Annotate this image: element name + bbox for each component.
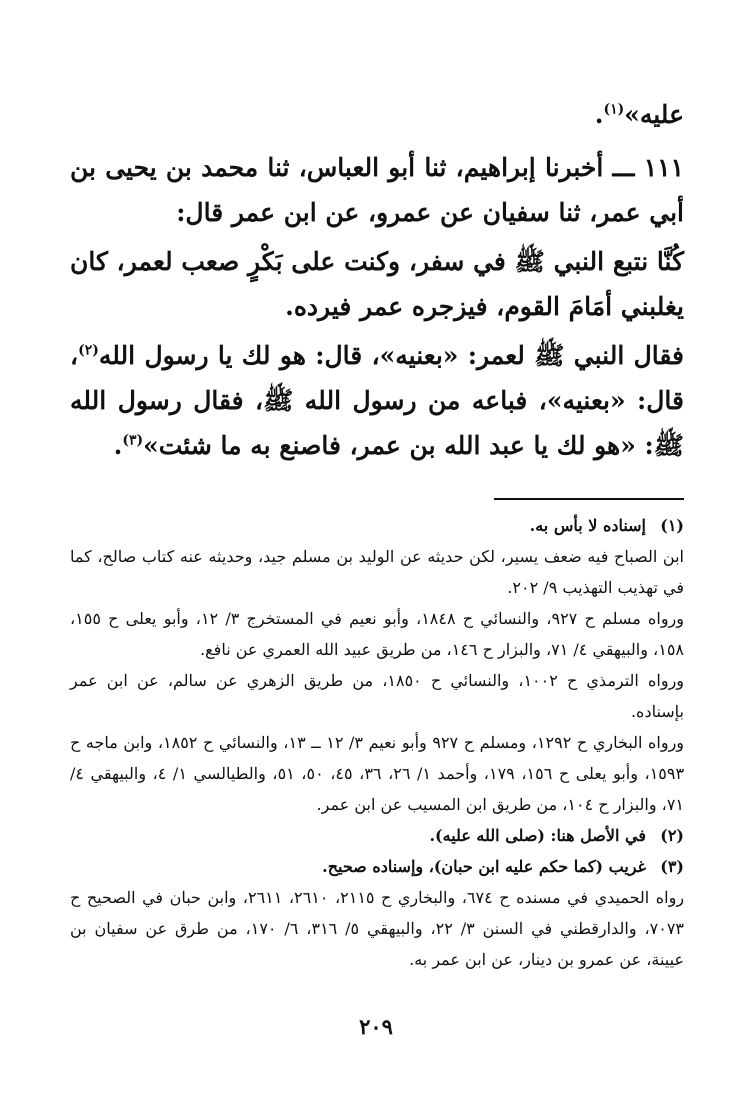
footnote-2 bbox=[70, 820, 684, 851]
continuation-text: عليه» bbox=[624, 100, 684, 129]
isnad-text: أخبرنا إبراهيم، ثنا أبو العباس، ثنا محمد بن يحيى بن أبي عمر، ثنا سفيان عن عمرو، عن ابن عمر قال: bbox=[70, 153, 684, 227]
footnote-1 bbox=[70, 510, 684, 541]
footnote-ref-1: (١) bbox=[603, 101, 625, 118]
footnote-paragraph: ورواه مسلم ح ٩٢٧، والنسائي ح ١٨٤٨، وأبو نعيم في المستخرج ٣/ ١٢، وأبو يعلى ح ١٥٥، ١٥٨، والبيهقي ٤/ ٧١، والبزار ح ١٤٦، من طريق عبيد الله العمري عن نافع. bbox=[70, 609, 684, 659]
footnote-ref-2: (٢) bbox=[78, 342, 99, 359]
period: . bbox=[594, 100, 604, 129]
hadith-chain-paragraph bbox=[70, 145, 684, 235]
footnote-number: (١) bbox=[660, 516, 684, 535]
period: . bbox=[113, 431, 123, 460]
page-number: ٢٠٩ bbox=[359, 1014, 393, 1039]
footnote-lead: في الأصل هنا: (صلى الله عليه). bbox=[429, 826, 646, 845]
footnote-1-details bbox=[70, 541, 684, 820]
continuation-line bbox=[70, 92, 684, 137]
footnote-separator bbox=[494, 498, 684, 500]
dialog-text-a: فقال النبي ﷺ لعمر: «بعنيه»، قال: هو لك يا رسول الله bbox=[98, 341, 684, 370]
hadith-number: ١١١ bbox=[643, 153, 684, 182]
footnote-paragraph: ورواه الترمذي ح ١٠٠٢، والنسائي ح ١٨٥٠، من طريق الزهري عن سالم، عن ابن عمر بإسناده. bbox=[70, 671, 685, 721]
footnote-paragraph: ابن الصباح فيه ضعف يسير، لكن حديثه عن الوليد بن مسلم جيد، وحديثه عنه كتاب صالح، كما في تهذيب التهذيب ٩/ ٢٠٢. bbox=[70, 547, 684, 597]
main-text bbox=[70, 92, 684, 468]
footnotes bbox=[70, 510, 684, 975]
footnote-number: (٢) bbox=[660, 826, 684, 845]
footnote-lead: غريب (كما حكم عليه ابن حبان)، وإسناده صحيح. bbox=[322, 857, 646, 876]
footnote-ref-3: (٣) bbox=[122, 432, 144, 449]
footnote-paragraph: ورواه البخاري ح ١٢٩٢، ومسلم ح ٩٢٧ وأبو نعيم ٣/ ١٢ ــ ١٣، والنسائي ح ١٨٥٢، وابن ماجه ح ١٥٩٣، وأبو يعلى ح ١٥٦، ١٧٩، وأحمد ١/ ٢٦، ٣٦، ٤٥، ٥٠، ٥١، والطيالسي ١/ ٤، والبيهقي ٤/ ٧١، والبزار ح ١٠٤، من طريق ابن المسيب عن ابن عمر. bbox=[70, 733, 685, 814]
hadith-text-paragraph: كُنَّا نتبع النبي ﷺ في سفر، وكنت على بَكْرٍ صعب لعمر، كان يغلبني أمَامَ القوم، فيزجره عمر فيرده. bbox=[70, 247, 684, 321]
footnote-3 bbox=[70, 851, 684, 882]
footnote-3-details bbox=[70, 882, 684, 975]
hadith-dash: ـــ bbox=[612, 153, 635, 182]
footnote-number: (٣) bbox=[660, 857, 684, 876]
dialog-text-b: ، قال: «بعنيه»، فباعه من رسول الله ﷺ، فقال رسول الله ﷺ: «هو لك يا عبد الله بن عمر، فاصنع به ما شئت» bbox=[70, 341, 684, 460]
footnote-paragraph: رواه الحميدي في مسنده ح ٦٧٤، والبخاري ح ٢١١٥، ٢٦١٠، ٢٦١١، وابن حبان في الصحيح ح ٧٠٧٣، والدارقطني في السنن ٣/ ٢٢، والبيهقي ٥/ ٣١٦، ٦/ ١٧٠، من طرق عن سفيان بن عيينة، عن عمرو بن دينار، عن ابن عمر به. bbox=[70, 888, 685, 969]
footnote-lead: إسناده لا بأس به. bbox=[529, 516, 646, 535]
hadith-dialog-paragraph bbox=[70, 333, 684, 468]
